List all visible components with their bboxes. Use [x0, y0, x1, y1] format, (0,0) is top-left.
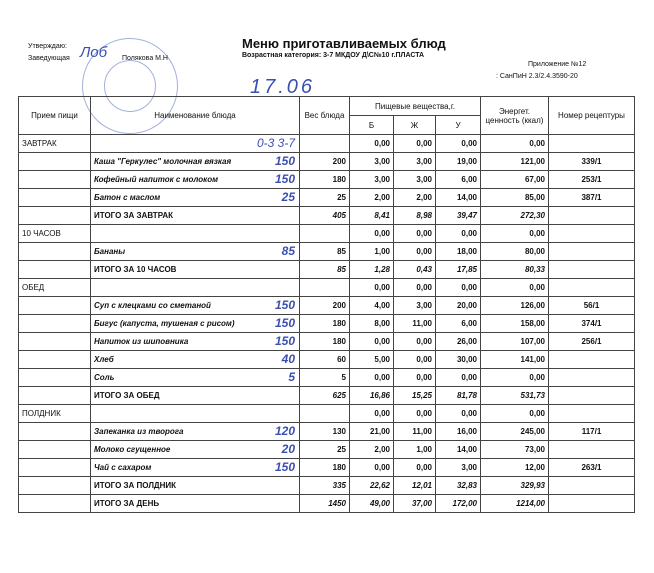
- dish-cell: [91, 423, 300, 441]
- recipe-cell: [549, 135, 635, 153]
- table-row: [19, 459, 635, 477]
- fat-cell: 11,00: [394, 423, 436, 441]
- meal-cell: 10 ЧАСОВ: [19, 225, 91, 243]
- carbs-cell: 0,00: [436, 405, 481, 423]
- table-row: [19, 189, 635, 207]
- energy-cell: 107,00: [481, 333, 549, 351]
- table-row: [19, 477, 635, 495]
- fat-cell: 3,00: [394, 153, 436, 171]
- recipe-cell: [549, 279, 635, 297]
- protein-cell: 8,00: [350, 315, 394, 333]
- handwritten-portion: 25: [281, 190, 295, 204]
- dish-cell: [91, 315, 300, 333]
- table-row: [19, 495, 635, 513]
- carbs-cell: 14,00: [436, 189, 481, 207]
- meal-cell: [19, 243, 91, 261]
- sanpin-label: : СанПиН 2.3/2.4.3590-20: [496, 73, 578, 80]
- fat-cell: 0,00: [394, 351, 436, 369]
- protein-cell: 0,00: [350, 405, 394, 423]
- energy-cell: 0,00: [481, 369, 549, 387]
- weight-cell: [300, 405, 350, 423]
- dish-name: Бананы: [94, 247, 126, 256]
- recipe-cell: 253/1: [549, 171, 635, 189]
- table-row: [19, 279, 635, 297]
- energy-cell: 0,00: [481, 225, 549, 243]
- dish-cell: [91, 477, 300, 495]
- energy-cell: 73,00: [481, 441, 549, 459]
- meal-cell: [19, 171, 91, 189]
- weight-cell: 60: [300, 351, 350, 369]
- weight-cell: 85: [300, 243, 350, 261]
- meal-cell: [19, 297, 91, 315]
- dish-name: ИТОГО ЗА 10 ЧАСОВ: [94, 265, 177, 274]
- carbs-cell: 6,00: [436, 171, 481, 189]
- fat-cell: 0,43: [394, 261, 436, 279]
- fat-cell: 0,00: [394, 243, 436, 261]
- carbs-cell: 0,00: [436, 369, 481, 387]
- dish-cell: [91, 351, 300, 369]
- dish-name: Соль: [94, 373, 115, 382]
- fat-cell: 0,00: [394, 225, 436, 243]
- head-name: Полякова М.Н: [122, 55, 168, 62]
- page-subtitle: Возрастная категория: 3-7 МКДОУ Д\С№10 г.ПЛАСТА: [242, 52, 425, 59]
- fat-cell: 2,00: [394, 189, 436, 207]
- approved-label: Утверждаю:: [28, 43, 67, 50]
- recipe-cell: 263/1: [549, 459, 635, 477]
- carbs-cell: 172,00: [436, 495, 481, 513]
- dish-cell: [91, 459, 300, 477]
- meal-cell: [19, 495, 91, 513]
- head-label: Заведующая: [28, 55, 70, 62]
- recipe-cell: [549, 495, 635, 513]
- energy-cell: 126,00: [481, 297, 549, 315]
- meal-cell: [19, 153, 91, 171]
- carbs-cell: 18,00: [436, 243, 481, 261]
- energy-cell: 80,00: [481, 243, 549, 261]
- handwritten-portion: 20: [281, 442, 295, 456]
- table-row: [19, 351, 635, 369]
- fat-cell: 0,00: [394, 135, 436, 153]
- weight-cell: 625: [300, 387, 350, 405]
- dish-name: Батон с маслом: [94, 193, 161, 202]
- fat-cell: 3,00: [394, 171, 436, 189]
- protein-cell: 1,28: [350, 261, 394, 279]
- fat-cell: 11,00: [394, 315, 436, 333]
- protein-cell: 8,41: [350, 207, 394, 225]
- fat-cell: 0,00: [394, 333, 436, 351]
- table-row: [19, 171, 635, 189]
- protein-cell: 3,00: [350, 171, 394, 189]
- dish-name: ИТОГО ЗА ЗАВТРАК: [94, 211, 173, 220]
- table-row: [19, 297, 635, 315]
- recipe-cell: [549, 261, 635, 279]
- table-row: [19, 207, 635, 225]
- handwritten-portion: 40: [281, 352, 295, 366]
- recipe-cell: [549, 387, 635, 405]
- weight-cell: 1450: [300, 495, 350, 513]
- weight-cell: 335: [300, 477, 350, 495]
- weight-cell: [300, 225, 350, 243]
- dish-name: ИТОГО ЗА ПОЛДНИК: [94, 481, 177, 490]
- energy-cell: 0,00: [481, 279, 549, 297]
- carbs-cell: 30,00: [436, 351, 481, 369]
- handwritten-portion: 150: [274, 298, 295, 312]
- protein-cell: 22,62: [350, 477, 394, 495]
- handwritten-portion: 0-3 3-7: [256, 136, 295, 150]
- table-row: [19, 441, 635, 459]
- weight-cell: 180: [300, 171, 350, 189]
- weight-cell: 180: [300, 459, 350, 477]
- carbs-cell: 0,00: [436, 279, 481, 297]
- table-row: [19, 369, 635, 387]
- meal-cell: [19, 315, 91, 333]
- protein-cell: 0,00: [350, 225, 394, 243]
- dish-cell: [91, 225, 300, 243]
- recipe-cell: 387/1: [549, 189, 635, 207]
- carbs-cell: 0,00: [436, 135, 481, 153]
- fat-cell: 8,98: [394, 207, 436, 225]
- weight-cell: 85: [300, 261, 350, 279]
- carbs-cell: 20,00: [436, 297, 481, 315]
- carbs-cell: 6,00: [436, 315, 481, 333]
- meal-cell: ПОЛДНИК: [19, 405, 91, 423]
- header-energy: Энергет. ценность (ккал): [481, 97, 549, 135]
- dish-cell: [91, 369, 300, 387]
- fat-cell: 0,00: [394, 369, 436, 387]
- weight-cell: [300, 135, 350, 153]
- header-weight: Вес блюда: [300, 97, 350, 135]
- meal-cell: [19, 207, 91, 225]
- meal-cell: [19, 477, 91, 495]
- table-row: [19, 405, 635, 423]
- protein-cell: 21,00: [350, 423, 394, 441]
- carbs-cell: 3,00: [436, 459, 481, 477]
- recipe-cell: [549, 369, 635, 387]
- dish-cell: [91, 189, 300, 207]
- meal-cell: [19, 387, 91, 405]
- weight-cell: 130: [300, 423, 350, 441]
- protein-cell: 5,00: [350, 351, 394, 369]
- energy-cell: 67,00: [481, 171, 549, 189]
- weight-cell: 405: [300, 207, 350, 225]
- page-title: Меню приготавливаемых блюд: [242, 36, 446, 51]
- fat-cell: 37,00: [394, 495, 436, 513]
- handwritten-date: 17.06: [250, 76, 316, 98]
- meal-cell: [19, 261, 91, 279]
- weight-cell: 25: [300, 441, 350, 459]
- recipe-cell: [549, 441, 635, 459]
- carbs-cell: 0,00: [436, 225, 481, 243]
- handwritten-portion: 150: [274, 154, 295, 168]
- recipe-cell: [549, 243, 635, 261]
- carbs-cell: 32,83: [436, 477, 481, 495]
- table-row: [19, 315, 635, 333]
- weight-cell: [300, 279, 350, 297]
- dish-cell: [91, 279, 300, 297]
- carbs-cell: 17,85: [436, 261, 481, 279]
- dish-name: Бигус (капуста, тушеная с рисом): [94, 319, 235, 328]
- dish-name: Чай с сахаром: [94, 463, 152, 472]
- protein-cell: 16,86: [350, 387, 394, 405]
- header-recipe: Номер рецептуры: [549, 97, 635, 135]
- fat-cell: 15,25: [394, 387, 436, 405]
- signature: Лоб: [80, 44, 108, 61]
- dish-name: Хлеб: [94, 355, 114, 364]
- dish-name: Суп с клецками со сметаной: [94, 301, 211, 310]
- fat-cell: 0,00: [394, 279, 436, 297]
- dish-cell: [91, 261, 300, 279]
- energy-cell: 272,30: [481, 207, 549, 225]
- protein-cell: 1,00: [350, 243, 394, 261]
- carbs-cell: 26,00: [436, 333, 481, 351]
- table-row: [19, 261, 635, 279]
- energy-cell: 80,33: [481, 261, 549, 279]
- carbs-cell: 39,47: [436, 207, 481, 225]
- meal-cell: ОБЕД: [19, 279, 91, 297]
- header-protein: Б: [350, 116, 394, 135]
- fat-cell: 0,00: [394, 459, 436, 477]
- dish-name: Молоко сгущенное: [94, 445, 171, 454]
- meal-cell: [19, 423, 91, 441]
- fat-cell: 1,00: [394, 441, 436, 459]
- weight-cell: 180: [300, 333, 350, 351]
- table-row: [19, 387, 635, 405]
- weight-cell: 25: [300, 189, 350, 207]
- dish-name: Кофейный напиток с молоком: [94, 175, 219, 184]
- handwritten-portion: 120: [274, 424, 295, 438]
- fat-cell: 12,01: [394, 477, 436, 495]
- dish-name: ИТОГО ЗА ОБЕД: [94, 391, 160, 400]
- header-meal: Прием пищи: [19, 97, 91, 135]
- dish-cell: [91, 207, 300, 225]
- energy-cell: 141,00: [481, 351, 549, 369]
- recipe-cell: 56/1: [549, 297, 635, 315]
- energy-cell: 158,00: [481, 315, 549, 333]
- meal-cell: [19, 351, 91, 369]
- dish-cell: [91, 135, 300, 153]
- handwritten-portion: 150: [274, 172, 295, 186]
- dish-cell: [91, 387, 300, 405]
- table-row: [19, 225, 635, 243]
- handwritten-portion: 85: [281, 244, 295, 258]
- recipe-cell: [549, 351, 635, 369]
- table-row: [19, 153, 635, 171]
- recipe-cell: 117/1: [549, 423, 635, 441]
- protein-cell: 0,00: [350, 135, 394, 153]
- energy-cell: 1214,00: [481, 495, 549, 513]
- recipe-cell: 339/1: [549, 153, 635, 171]
- weight-cell: 180: [300, 315, 350, 333]
- energy-cell: 12,00: [481, 459, 549, 477]
- handwritten-portion: 150: [274, 334, 295, 348]
- energy-cell: 0,00: [481, 135, 549, 153]
- recipe-cell: [549, 225, 635, 243]
- dish-cell: [91, 297, 300, 315]
- protein-cell: 2,00: [350, 189, 394, 207]
- dish-name: Запеканка из творога: [94, 427, 184, 436]
- header-dish: Наименование блюда: [91, 97, 300, 135]
- handwritten-portion: 150: [274, 316, 295, 330]
- dish-name: ИТОГО ЗА ДЕНЬ: [94, 499, 160, 508]
- weight-cell: 200: [300, 153, 350, 171]
- header-fat: Ж: [394, 116, 436, 135]
- menu-table-body: [19, 135, 635, 513]
- header-carbs: У: [436, 116, 481, 135]
- table-row: [19, 135, 635, 153]
- table-row: [19, 243, 635, 261]
- menu-table: [18, 96, 635, 513]
- recipe-cell: 374/1: [549, 315, 635, 333]
- protein-cell: 3,00: [350, 153, 394, 171]
- energy-cell: 531,73: [481, 387, 549, 405]
- handwritten-portion: 150: [274, 460, 295, 474]
- meal-cell: [19, 459, 91, 477]
- energy-cell: 329,93: [481, 477, 549, 495]
- table-row: [19, 333, 635, 351]
- weight-cell: 5: [300, 369, 350, 387]
- protein-cell: 0,00: [350, 279, 394, 297]
- header-nutrients: Пищевые вещества,г.: [350, 97, 481, 116]
- energy-cell: 0,00: [481, 405, 549, 423]
- dish-name: Каша "Геркулес" молочная вязкая: [94, 157, 232, 166]
- meal-cell: [19, 369, 91, 387]
- protein-cell: 0,00: [350, 369, 394, 387]
- table-row: [19, 423, 635, 441]
- meal-cell: [19, 189, 91, 207]
- protein-cell: 0,00: [350, 459, 394, 477]
- recipe-cell: [549, 207, 635, 225]
- carbs-cell: 81,78: [436, 387, 481, 405]
- dish-cell: [91, 495, 300, 513]
- dish-cell: [91, 333, 300, 351]
- carbs-cell: 16,00: [436, 423, 481, 441]
- protein-cell: 2,00: [350, 441, 394, 459]
- recipe-cell: [549, 477, 635, 495]
- meal-cell: [19, 441, 91, 459]
- recipe-cell: [549, 405, 635, 423]
- meal-cell: ЗАВТРАК: [19, 135, 91, 153]
- protein-cell: 0,00: [350, 333, 394, 351]
- energy-cell: 245,00: [481, 423, 549, 441]
- appendix-label: Приложение №12: [528, 61, 587, 68]
- dish-cell: [91, 171, 300, 189]
- dish-name: Напиток из шиповника: [94, 337, 189, 346]
- dish-cell: [91, 243, 300, 261]
- dish-cell: [91, 153, 300, 171]
- fat-cell: 3,00: [394, 297, 436, 315]
- protein-cell: 4,00: [350, 297, 394, 315]
- weight-cell: 200: [300, 297, 350, 315]
- protein-cell: 49,00: [350, 495, 394, 513]
- fat-cell: 0,00: [394, 405, 436, 423]
- meal-cell: [19, 333, 91, 351]
- carbs-cell: 19,00: [436, 153, 481, 171]
- handwritten-portion: 5: [288, 370, 295, 384]
- dish-cell: [91, 441, 300, 459]
- recipe-cell: 256/1: [549, 333, 635, 351]
- carbs-cell: 14,00: [436, 441, 481, 459]
- energy-cell: 85,00: [481, 189, 549, 207]
- dish-cell: [91, 405, 300, 423]
- energy-cell: 121,00: [481, 153, 549, 171]
